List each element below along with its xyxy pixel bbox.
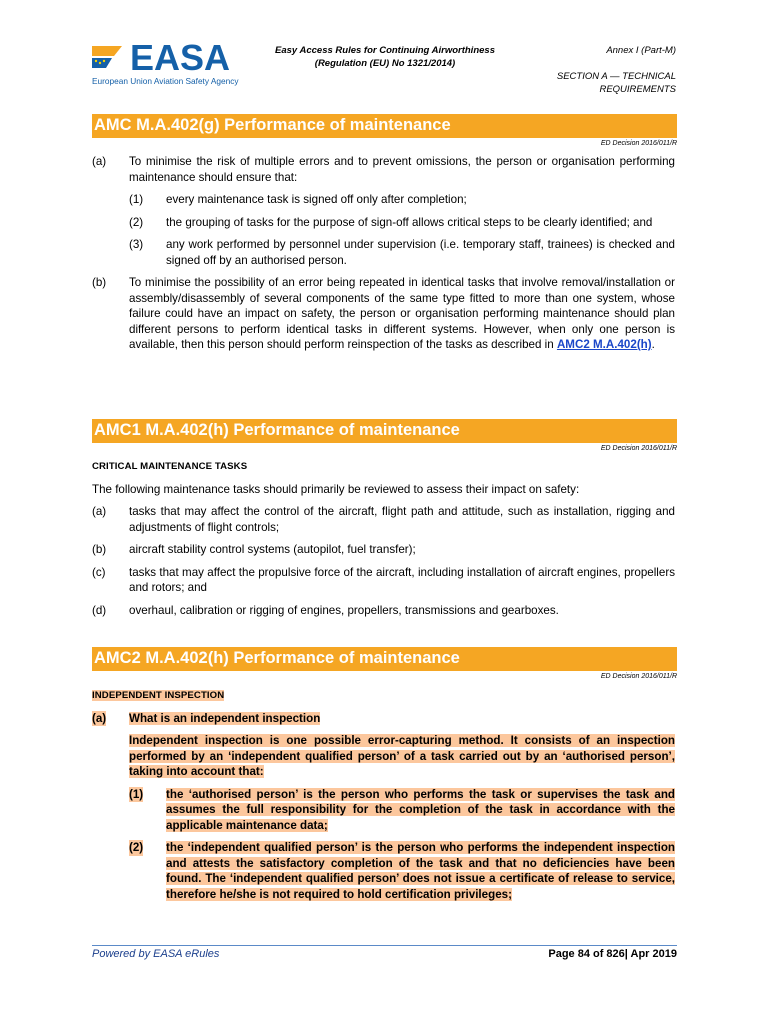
header-requirements: REQUIREMENTS bbox=[599, 84, 676, 95]
ed-decision: ED Decision 2016/011/R bbox=[600, 445, 677, 452]
section-body-amc1-h bbox=[92, 459, 675, 625]
ed-decision: ED Decision 2016/011/R bbox=[600, 673, 677, 680]
section-title: AMC M.A.402(g) Performance of maintenance bbox=[92, 114, 677, 138]
section-title: AMC2 M.A.402(h) Performance of maintenance bbox=[92, 647, 677, 671]
ed-decision: ED Decision 2016/011/R bbox=[600, 140, 677, 147]
header-section-info bbox=[516, 44, 676, 96]
list-item: (3) any work performed by personnel under supervision (i.e. temporary staff, trainees) is checked and signed off by an authorised person. bbox=[129, 238, 675, 267]
list-item: (a) To minimise the risk of multiple errors and to prevent omissions, the person or organisation performing maintenance should ensure that: bbox=[92, 155, 675, 184]
header-title-line2: (Regulation (EU) No 1321/2014) bbox=[314, 58, 456, 69]
amc2-link[interactable]: AMC2 M.A.402(h) bbox=[556, 338, 652, 351]
definition-paragraph: Independent inspection is one possible error-capturing method. It consists of an inspection performed by an ‘independent qualified person’ of a task carried out by an ‘authorised person’, taking into account that: bbox=[129, 734, 675, 778]
list-item: (1) every maintenance task is signed off only after completion; bbox=[129, 193, 467, 206]
list-item: (2) the ‘independent qualified person’ is the person who performs the independent inspection and attests the satisfactory completion of the task and that no deficiencies have been found. The ‘independent qualified person’ does not issue a certificate of release to service, therefore he/she is not required to hold certification privileges; bbox=[129, 841, 675, 901]
list-item: (d) overhaul, calibration or rigging of engines, propellers, transmissions and gearboxes. bbox=[92, 603, 559, 617]
footer-divider bbox=[92, 945, 677, 946]
subheading: CRITICAL MAINTENANCE TASKS bbox=[92, 461, 248, 472]
subheading: INDEPENDENT INSPECTION bbox=[92, 690, 225, 701]
header-title-line1: Easy Access Rules for Continuing Airworthiness bbox=[275, 45, 495, 56]
list-item: (a) tasks that may affect the control of the aircraft, flight path and attitude, such as installation, rigging and adjustments of flight controls; bbox=[92, 505, 675, 534]
footer-page-number: Page 84 of 826| Apr 2019 bbox=[548, 948, 677, 960]
section-body-amc2-h bbox=[92, 688, 675, 909]
list-item: (c) tasks that may affect the propulsive force of the aircraft, including installation of aircraft engines, propellers and rotors; and bbox=[92, 565, 675, 594]
list-item: (b) aircraft stability control systems (autopilot, fuel transfer); bbox=[92, 543, 416, 556]
list-item: (1) the ‘authorised person’ is the person who performs the task or supervises the task and assumes the full responsibility for the completion of the task in accordance with the applicable maintenance data; bbox=[129, 787, 675, 832]
intro-paragraph: The following maintenance tasks should primarily be reviewed to assess their impact on safety: bbox=[92, 482, 580, 496]
easa-wing-icon bbox=[92, 42, 126, 76]
header-annex: Annex I (Part-M) bbox=[606, 45, 676, 56]
footer-powered-by: Powered by EASA eRules bbox=[92, 948, 220, 960]
list-item: (b) To minimise the possibility of an error being repeated in identical tasks that involve removal/installation or assembly/disassembly of several components of the same type fitted to more than one system, whose failure could have an impact on safety, the person or organisation performing maintenance should plan different persons to perform identical tasks in different systems. However, when only one person is available, then this person should perform reinspection of the tasks as described in AMC2 M.A.402(h). bbox=[92, 276, 675, 351]
header-section: SECTION A — TECHNICAL bbox=[556, 71, 676, 82]
section-heading-amc2-h bbox=[92, 647, 677, 680]
logo-text: EASA bbox=[130, 37, 231, 78]
section-body-amc-g bbox=[92, 154, 675, 360]
logo-subtitle: European Union Aviation Safety Agency bbox=[92, 76, 239, 86]
section-title: AMC1 M.A.402(h) Performance of maintenance bbox=[92, 419, 677, 443]
section-heading-amc-g bbox=[92, 114, 677, 147]
list-item: (a) What is an independent inspection bbox=[92, 711, 321, 725]
header-title bbox=[255, 44, 515, 70]
section-heading-amc1-h bbox=[92, 419, 677, 452]
easa-logo bbox=[92, 37, 239, 92]
list-item: (2) the grouping of tasks for the purpose of sign-off allows critical steps to be clearly identified; and bbox=[129, 215, 653, 229]
